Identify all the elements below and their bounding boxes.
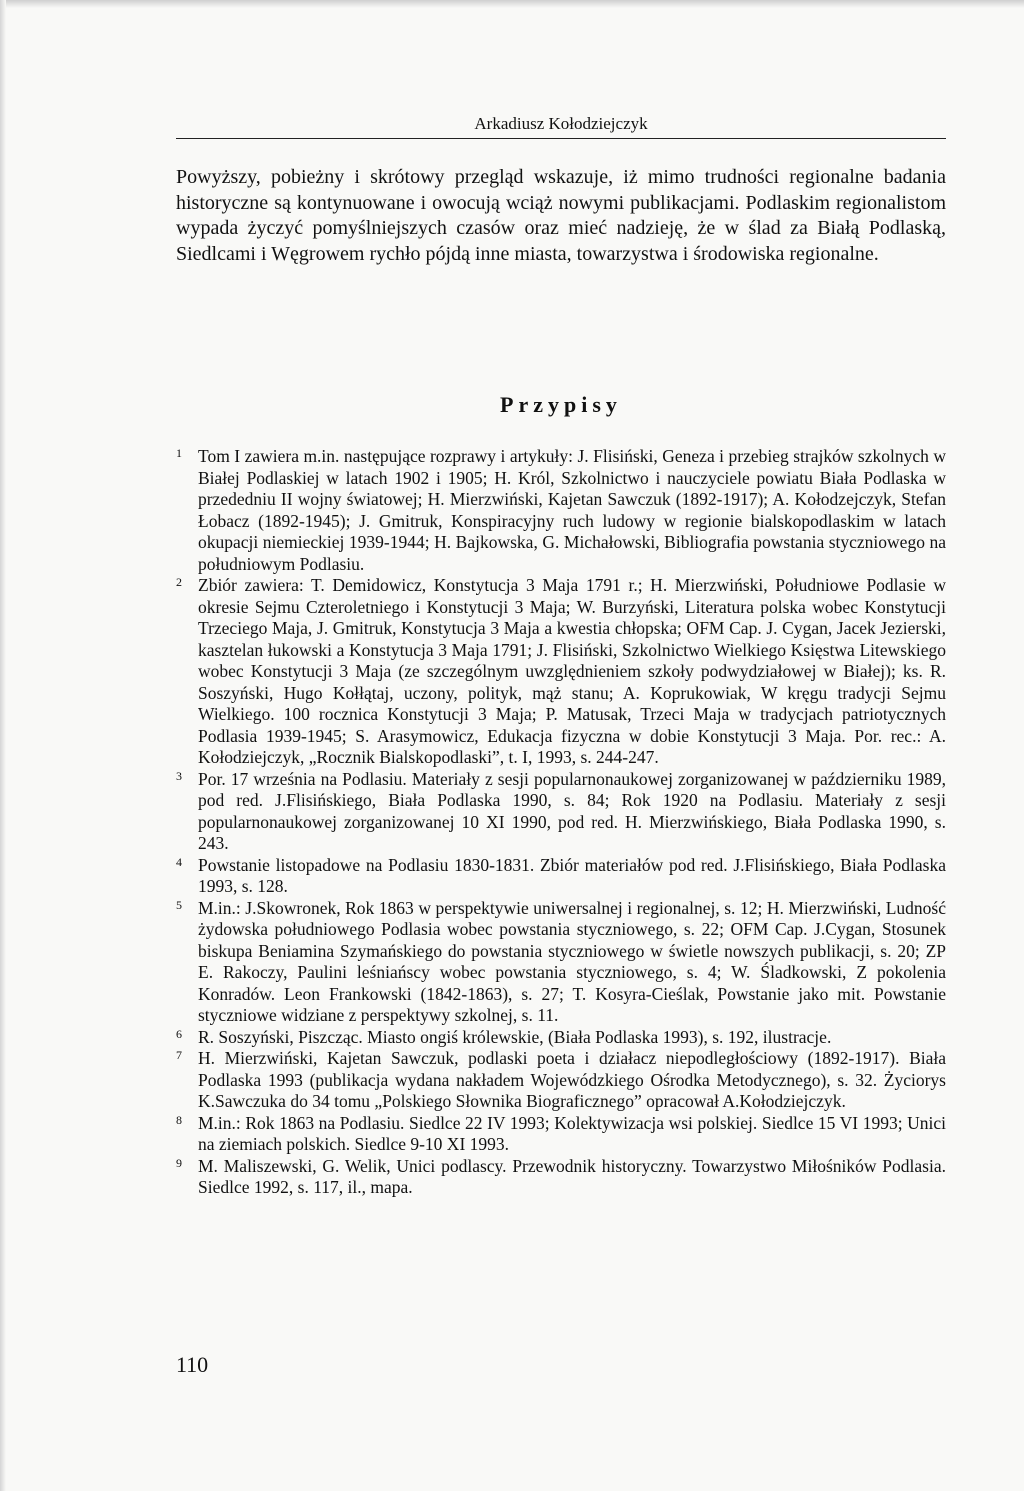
footnote-number: 4: [176, 854, 182, 869]
footnote-text: M.in.: J.Skowronek, Rok 1863 w perspektywie uniwersalnej i regionalnej, s. 12; H. Mierzwiński, Ludność żydowska południowego Podlasia wobec powstania styczniowego, s. 22; OFM Cap. J.Cygan, Stosunek biskupa Beniamina Szymańskiego do powstania styczniowego w świetle nowszych publikacji, s. 20; ZP E. Rakoczy, Paulini leśniańscy wobec powstania styczniowego, s. 4; W. Śladkowski, Z pokolenia Konradów. Leon Frankowski (1842-1863), s. 27; T. Kosyra-Cieślak, Powstanie jako mit. Powstanie styczniowe widziane z perspektywy szkolnej, s. 11.: [198, 897, 946, 1025]
footnote-text: Por. 17 września na Podlasiu. Materiały z sesji popularnonaukowej zorganizowanej w październiku 1989, pod red. J.Flisińskiego, Biała Podlaska 1990, s. 84; Rok 1920 na Podlasiu. Materiały z sesji popularnonaukowej zorganizowanej 10 XI 1990, pod red. H. Mierzwińskiego, Biała Podlaska 1990, s. 243.: [198, 768, 946, 853]
footnote-6: [176, 1027, 946, 1049]
closing-paragraph: Powyższy, pobieżny i skrótowy przegląd wskazuje, iż mimo trudności regionalne badania historyczne są kontynuowane i owocują wciąż nowymi publikacjami. Podlaskim regionalistom wypada życzyć pomyślniejszych czasów oraz mieć nadzieję, że w ślad za Białą Podlaską, Siedlcami i Węgrowem rychło pójdą inne miasta, towarzystwa i środowiska regionalne.: [176, 166, 946, 265]
footnote-number: 7: [176, 1048, 182, 1062]
running-head: Arkadiusz Kołodziejczyk: [474, 114, 648, 133]
header-rule: [176, 138, 946, 139]
footnote-text: M. Maliszewski, G. Welik, Unici podlascy. Przewodnik historyczny. Towarzystwo Miłośników Podlasia. Siedlce 1992, s. 117, il., mapa.: [198, 1155, 946, 1197]
section-title-footnotes: Przypisy: [500, 392, 622, 417]
footnote-text: Powstanie listopadowe na Podlasiu 1830-1831. Zbiór materiałów pod red. J.Flisińskiego, Biała Podlaska 1993, s. 128.: [198, 854, 946, 896]
footnote-9: [176, 1156, 946, 1199]
footnote-number: 5: [176, 897, 182, 912]
footnote-number: 1: [176, 446, 182, 460]
footnote-8: [176, 1113, 946, 1156]
footnote-number: 2: [176, 575, 182, 589]
footnote-1: [176, 446, 946, 575]
footnote-text: Zbiór zawiera: T. Demidowicz, Konstytucja 3 Maja 1791 r.; H. Mierzwiński, Południowe Podlasie w okresie Sejmu Czteroletniego i Konstytucji 3 Maja; W. Burzyński, Literatura polska wobec Konstytucji Trzeciego Maja, J. Gmitruk, Konstytucja 3 Maja a kwestia chłopska; OFM Cap. J. Cygan, Jacek Jezierski, kasztelan łukowski a Konstytucja 3 Maja 1791; J. Flisiński, Szkolnictwo Wielkiego Księstwa Litewskiego wobec Konstytucji 3 Maja (ze szczególnym uwzględnieniem szkoły podwydziałowej w Białej); ks. R. Soszyński, Hugo Kołłątaj, uczony, polityk, mąż stanu; A. Koprukowiak, W kręgu tradycji Sejmu Wielkiego. 100 rocznica Konstytucji 3 Maja; P. Matusak, Trzeci Maja w tradycjach patriotycznych Podlasia 1939-1945; S. Arasymowicz, Edukacja fizyczna w dobie Konstytucji 3 Maja. Por. rec.: A. Kołodziejczyk, „Rocznik Bialskopodlaski”, t. I, 1993, s. 244-247.: [198, 575, 946, 767]
footnote-5: [176, 898, 946, 1027]
footnote-list: [176, 446, 946, 1199]
scan-shadow-top: [0, 0, 1024, 8]
footnote-7: [176, 1048, 946, 1113]
footnote-text: H. Mierzwiński, Kajetan Sawczuk, podlaski poeta i działacz niepodległościowy (1892-1917). Biała Podlaska 1993 (publikacja wydana nakładem Wojewódzkiego Ośrodka Metodycznego), s. 32. Życiorys K.Sawczuka do 34 tomu „Polskiego Słownika Biograficznego” opracował A.Kołodziejczyk.: [198, 1048, 946, 1111]
footnote-number: 6: [176, 1026, 182, 1041]
footnote-text: Tom I zawiera m.in. następujące rozprawy i artykuły: J. Flisiński, Geneza i przebieg strajków szkolnych w Białej Podlaskiej w latach 1902 i 1905; H. Król, Szkolnictwo i nauczyciele powiatu Biała Podlaska w przededniu II wojny światowej; H. Mierzwiński, Kajetan Sawczuk (1892-1917); A. Kołodzejczyk, Stefan Łobacz (1892-1945); J. Gmitruk, Konspiracyjny ruch ludowy w regionie bialskopodlaskim w latach okupacji niemieckiej 1939-1944; H. Bajkowska, G. Michałowski, Bibliografia powstania styczniowego na południowym Podlasiu.: [198, 446, 946, 574]
footnote-3: [176, 769, 946, 855]
scan-shadow-left: [0, 0, 6, 1491]
footnote-2: [176, 575, 946, 769]
footnote-number: 9: [176, 1155, 182, 1170]
footnote-text: M.in.: Rok 1863 na Podlasiu. Siedlce 22 IV 1993; Kolektywizacja wsi polskiej. Siedlce 15 VI 1993; Unici na ziemiach polskich. Siedlce 9-10 XI 1993.: [198, 1112, 946, 1154]
footnote-number: 8: [176, 1112, 182, 1127]
footnote-text: R. Soszyński, Piszcząc. Miasto ongiś królewskie, (Biała Podlaska 1993), s. 192, ilustracje.: [198, 1026, 832, 1047]
footnote-number: 3: [176, 768, 182, 783]
footnote-4: [176, 855, 946, 898]
page-number: 110: [176, 1352, 209, 1377]
